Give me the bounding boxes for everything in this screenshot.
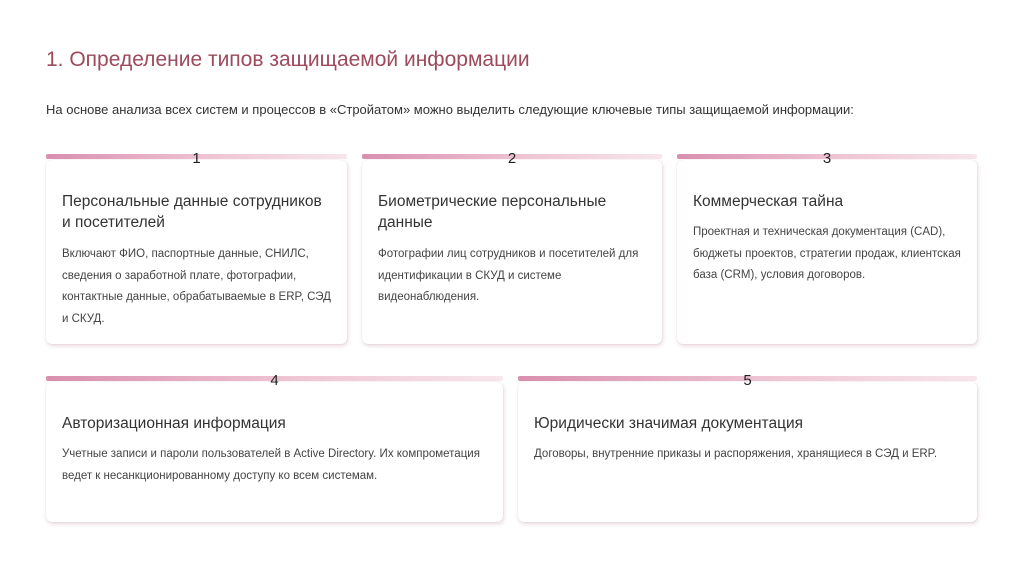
card-number: 4 [270,372,279,389]
card-title: Биометрические персональные данные [378,193,607,231]
card-text: Учетные записи и пароли пользователей в Active Directory. Их компрометация ведет к несанкционированному доступу ко всем системам. [62,448,480,482]
info-type-card-trade-secret [677,150,977,344]
info-type-card-biometric-data [362,150,662,344]
card-title: Юридически значимая документация [534,415,803,432]
card-number: 1 [192,150,201,167]
card-text: Включают ФИО, паспортные данные, СНИЛС, сведения о заработной плате, фотографии, контактные данные, обрабатываемые в ERP, СЭД и СКУД. [62,248,331,325]
card-text: Договоры, внутренние приказы и распоряжения, хранящиеся в СЭД и ERP. [534,448,938,460]
card-text: Фотографии лиц сотрудников и посетителей для идентификации в СКУД и системе видеонаблюдения. [378,248,639,303]
info-type-card-personal-data [46,150,347,344]
card-text: Проектная и техническая документация (CAD), бюджеты проектов, стратегии продаж, клиентская база (CRM), условия договоров. [693,226,961,281]
card-title: Авторизационная информация [62,415,286,432]
card-title: Персональные данные сотрудников и посетителей [62,193,322,231]
card-number: 2 [507,150,517,167]
card-number: 5 [743,372,752,389]
page-title: 1. Определение типов защищаемой информации [46,48,530,71]
info-type-card-legal-documents [518,372,977,522]
intro-text: На основе анализа всех систем и процессов в «Стройатом» можно выделить следующие ключевые типы защищаемой информации: [46,102,854,117]
info-type-card-authorization [46,372,503,522]
card-number: 3 [822,150,832,167]
card-title: Коммерческая тайна [693,193,844,210]
